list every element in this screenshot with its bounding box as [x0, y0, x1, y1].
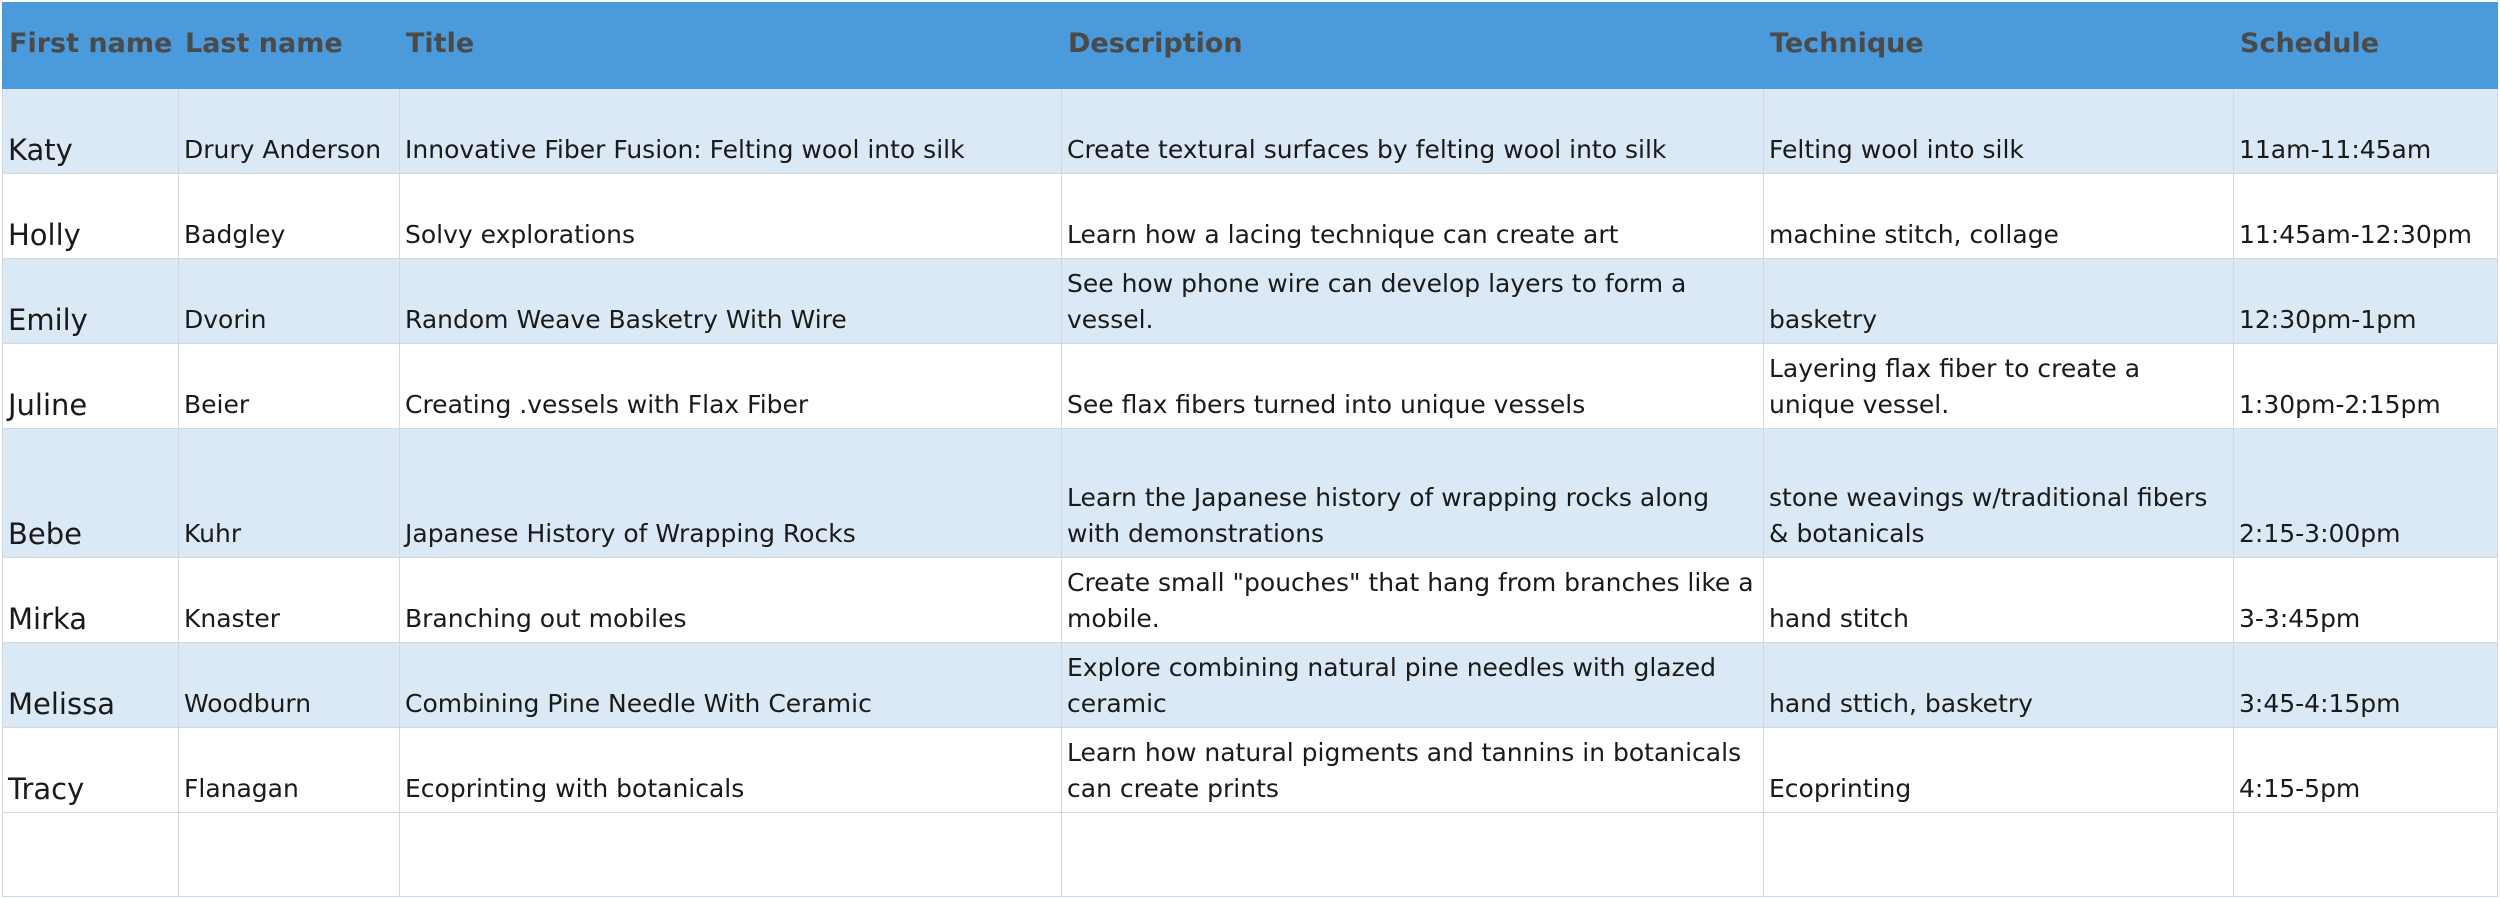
last-name-cell[interactable]: Beier: [179, 344, 400, 429]
schedule-cell[interactable]: 3:45-4:15pm: [2234, 643, 2498, 728]
last-name-cell[interactable]: Drury Anderson: [179, 89, 400, 174]
column-header-schedule[interactable]: Schedule: [2234, 3, 2498, 89]
description-cell[interactable]: Create textural surfaces by felting wool into silk: [1062, 89, 1764, 174]
first-name-cell[interactable]: Tracy: [3, 728, 179, 813]
column-header-first-name[interactable]: First name: [3, 3, 179, 89]
last-name-cell[interactable]: Dvorin: [179, 259, 400, 344]
title-cell[interactable]: Japanese History of Wrapping Rocks: [400, 429, 1062, 558]
column-header-last-name[interactable]: Last name: [179, 3, 400, 89]
last-name-cell[interactable]: Badgley: [179, 174, 400, 259]
title-cell[interactable]: Ecoprinting with botanicals: [400, 728, 1062, 813]
technique-cell[interactable]: stone weavings w/traditional fibers & botanicals: [1764, 429, 2234, 558]
schedule-cell[interactable]: 4:15-5pm: [2234, 728, 2498, 813]
technique-cell[interactable]: hand stitch: [1764, 558, 2234, 643]
first-name-cell[interactable]: Juline: [3, 344, 179, 429]
last-name-cell[interactable]: Flanagan: [179, 728, 400, 813]
table-row: [3, 728, 2498, 813]
description-cell[interactable]: Explore combining natural pine needles with glazed ceramic: [1062, 643, 1764, 728]
table-row: [3, 344, 2498, 429]
technique-cell[interactable]: Ecoprinting: [1764, 728, 2234, 813]
technique-cell[interactable]: machine stitch, collage: [1764, 174, 2234, 259]
schedule-cell[interactable]: 11am-11:45am: [2234, 89, 2498, 174]
table-row: [3, 643, 2498, 728]
schedule-cell[interactable]: 3-3:45pm: [2234, 558, 2498, 643]
schedule-cell[interactable]: 12:30pm-1pm: [2234, 259, 2498, 344]
table-row: [3, 429, 2498, 558]
title-cell[interactable]: Innovative Fiber Fusion: Felting wool into silk: [400, 89, 1062, 174]
schedule-cell[interactable]: [2234, 813, 2498, 897]
technique-cell[interactable]: [1764, 813, 2234, 897]
description-cell[interactable]: Learn how natural pigments and tannins in botanicals can create prints: [1062, 728, 1764, 813]
column-header-technique[interactable]: Technique: [1764, 3, 2234, 89]
table-row: [3, 558, 2498, 643]
schedule-cell[interactable]: 2:15-3:00pm: [2234, 429, 2498, 558]
workshop-schedule-table: [2, 2, 2498, 897]
description-cell[interactable]: Learn how a lacing technique can create art: [1062, 174, 1764, 259]
first-name-cell[interactable]: Melissa: [3, 643, 179, 728]
description-cell[interactable]: See how phone wire can develop layers to form a vessel.: [1062, 259, 1764, 344]
technique-cell[interactable]: hand sttich, basketry: [1764, 643, 2234, 728]
description-cell[interactable]: [1062, 813, 1764, 897]
first-name-cell[interactable]: Katy: [3, 89, 179, 174]
last-name-cell[interactable]: Woodburn: [179, 643, 400, 728]
title-cell[interactable]: Solvy explorations: [400, 174, 1062, 259]
last-name-cell[interactable]: [179, 813, 400, 897]
column-header-description[interactable]: Description: [1062, 3, 1764, 89]
description-cell[interactable]: Create small "pouches" that hang from branches like a mobile.: [1062, 558, 1764, 643]
description-cell[interactable]: Learn the Japanese history of wrapping rocks along with demonstrations: [1062, 429, 1764, 558]
column-header-title[interactable]: Title: [400, 3, 1062, 89]
empty-table-row: [3, 813, 2498, 897]
schedule-cell[interactable]: 11:45am-12:30pm: [2234, 174, 2498, 259]
description-cell[interactable]: See flax fibers turned into unique vessels: [1062, 344, 1764, 429]
first-name-cell[interactable]: Holly: [3, 174, 179, 259]
technique-cell[interactable]: Felting wool into silk: [1764, 89, 2234, 174]
title-cell[interactable]: Random Weave Basketry With Wire: [400, 259, 1062, 344]
first-name-cell[interactable]: Mirka: [3, 558, 179, 643]
table-row: [3, 89, 2498, 174]
technique-cell[interactable]: Layering flax fiber to create a unique vessel.: [1764, 344, 2234, 429]
first-name-cell[interactable]: [3, 813, 179, 897]
title-cell[interactable]: Combining Pine Needle With Ceramic: [400, 643, 1062, 728]
table-row: [3, 174, 2498, 259]
technique-cell[interactable]: basketry: [1764, 259, 2234, 344]
last-name-cell[interactable]: Knaster: [179, 558, 400, 643]
schedule-cell[interactable]: 1:30pm-2:15pm: [2234, 344, 2498, 429]
title-cell[interactable]: Branching out mobiles: [400, 558, 1062, 643]
header-row: [3, 3, 2498, 89]
first-name-cell[interactable]: Emily: [3, 259, 179, 344]
first-name-cell[interactable]: Bebe: [3, 429, 179, 558]
last-name-cell[interactable]: Kuhr: [179, 429, 400, 558]
title-cell[interactable]: Creating .vessels with Flax Fiber: [400, 344, 1062, 429]
table-row: [3, 259, 2498, 344]
title-cell[interactable]: [400, 813, 1062, 897]
